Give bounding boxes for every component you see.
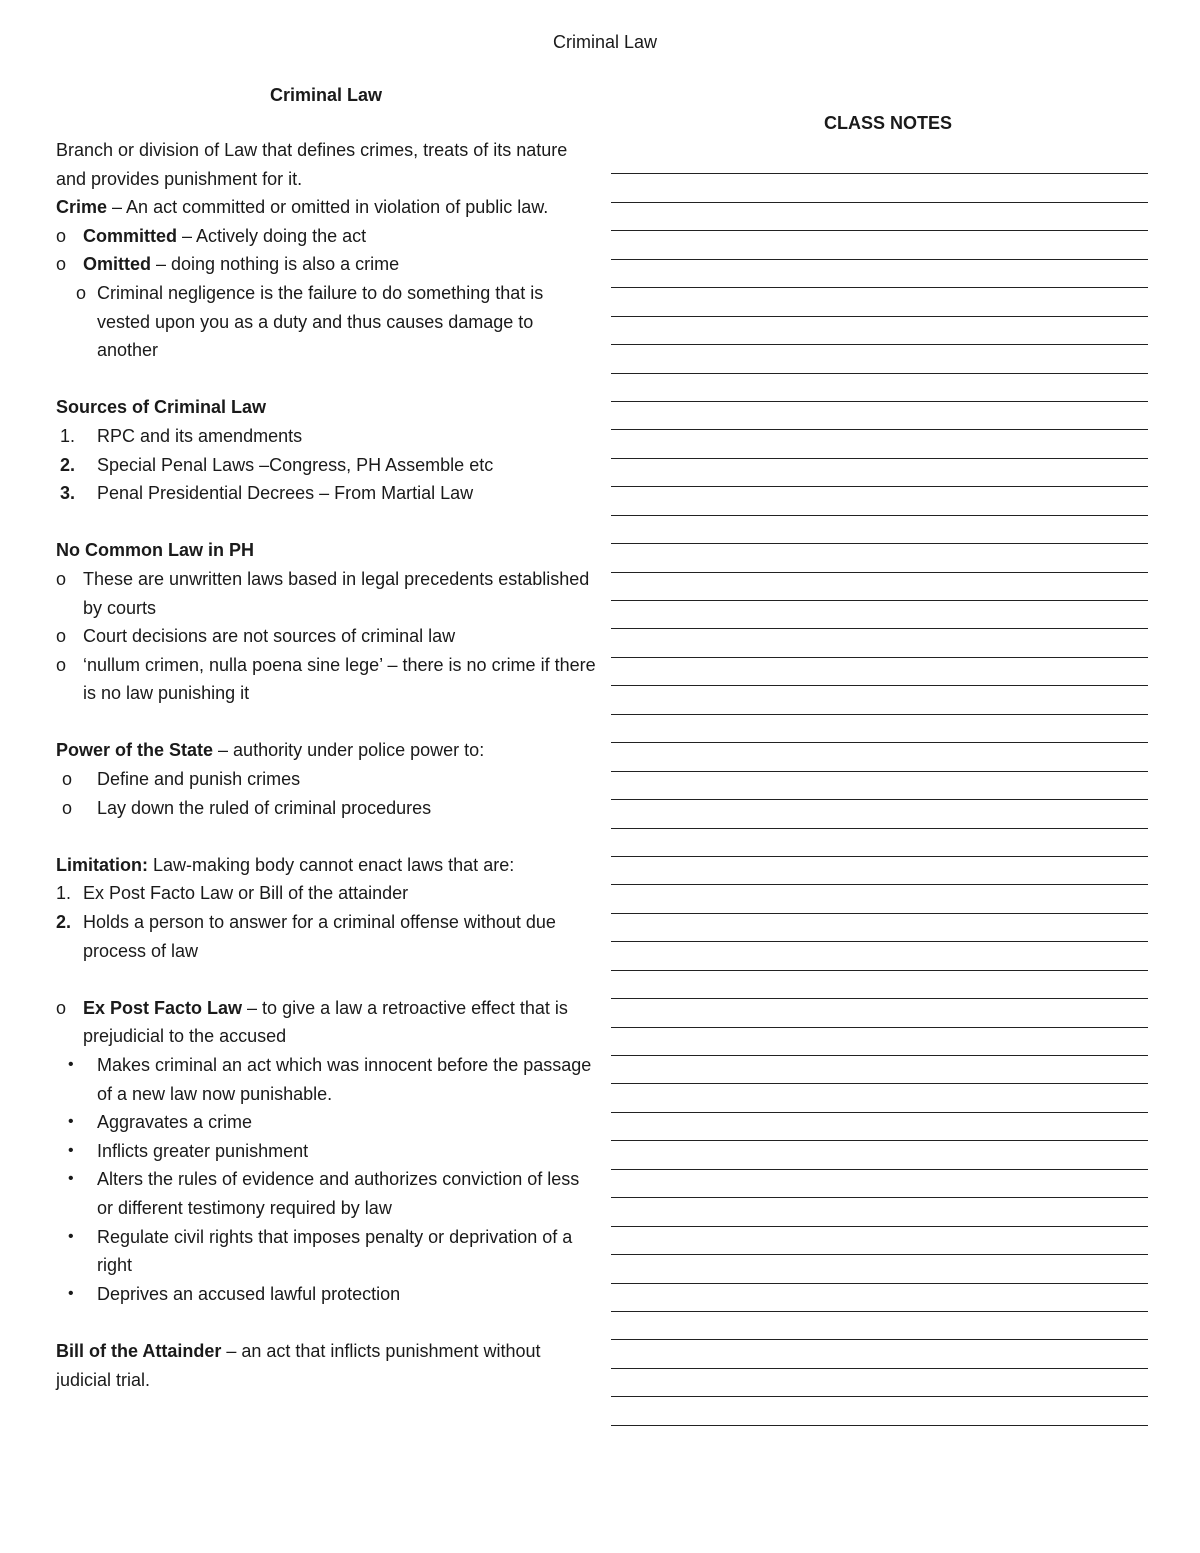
note-line [611, 601, 1148, 629]
law-definition: Branch or division of Law that defines crimes, treats of its nature and provides punishment for it. [56, 140, 568, 189]
note-line [611, 231, 1148, 259]
list-item [56, 565, 596, 622]
bullet-marker: o [76, 282, 87, 303]
class-notes-title: CLASS NOTES [824, 113, 953, 133]
list-item-text: Inflicts greater punishment [97, 1140, 309, 1161]
list-number: 3. [60, 483, 76, 504]
bullet-marker: o [56, 654, 67, 675]
list-item [56, 1108, 596, 1137]
list-item-text: RPC and its amendments [97, 425, 303, 446]
note-line [611, 288, 1148, 316]
bullet-dot: • [68, 1113, 74, 1131]
note-line [611, 1084, 1148, 1112]
list-item-text: Makes criminal an act which was innocent before the passage of a new law now punishable. [97, 1055, 592, 1104]
list-item-negligence [56, 279, 596, 365]
note-line [611, 374, 1148, 402]
list-item-text: Court decisions are not sources of criminal law [83, 626, 456, 647]
bullet-dot: • [68, 1284, 74, 1302]
bullet-marker: o [56, 568, 67, 589]
bullet-marker: o [62, 769, 73, 790]
list-item [56, 451, 596, 480]
bullet-marker: o [56, 997, 67, 1018]
list-item-text: Lay down the ruled of criminal procedures [97, 797, 432, 818]
power-term: Power of the State [56, 740, 214, 761]
crime-definition [56, 193, 596, 222]
note-line [611, 800, 1148, 828]
list-item-text: Define and punish crimes [97, 769, 301, 790]
list-item-text: Holds a person to answer for a criminal offense without due process of law [83, 912, 556, 961]
list-item [56, 622, 596, 651]
note-line [611, 999, 1148, 1027]
omitted-term: Omitted [83, 254, 152, 275]
page-header: Criminal Law [552, 32, 658, 52]
power-def: – authority under police power to: [213, 740, 485, 761]
list-item-text: Penal Presidential Decrees – From Martial Law [97, 483, 474, 504]
sources-heading: Sources of Criminal Law [56, 397, 267, 418]
list-item-text: Deprives an accused lawful protection [97, 1283, 401, 1304]
note-line [611, 1369, 1148, 1397]
limitation-term: Limitation: [56, 854, 148, 875]
list-item-text: Ex Post Facto Law or Bill of the attainder [83, 883, 409, 904]
note-line [611, 1397, 1148, 1425]
bullet-marker: o [56, 254, 67, 275]
list-item-omitted [56, 250, 596, 279]
note-line [611, 1312, 1148, 1340]
note-line [611, 544, 1148, 572]
note-line [611, 260, 1148, 288]
note-line [611, 1284, 1148, 1312]
list-item [56, 1165, 596, 1222]
note-line [611, 430, 1148, 458]
list-item [56, 422, 596, 451]
note-line [611, 1255, 1148, 1283]
limitation-heading [56, 851, 596, 880]
bullet-marker: o [62, 797, 73, 818]
bullet-dot: • [68, 1227, 74, 1245]
list-item-text: These are unwritten laws based in legal precedents established by courts [83, 568, 590, 618]
list-item [56, 1137, 596, 1166]
note-line [611, 317, 1148, 345]
section-title: Criminal Law [270, 85, 383, 105]
note-line [611, 1340, 1148, 1368]
note-line [611, 857, 1148, 885]
list-item [56, 479, 596, 508]
note-line [611, 1170, 1148, 1198]
note-line [611, 345, 1148, 373]
note-line [611, 1028, 1148, 1056]
note-line [611, 629, 1148, 657]
list-item-text: Regulate civil rights that imposes penalty or deprivation of a right [97, 1226, 573, 1276]
note-line [611, 174, 1148, 202]
note-line [611, 942, 1148, 970]
note-line [611, 658, 1148, 686]
power-heading [56, 736, 596, 765]
ex-post-facto-item [56, 994, 596, 1051]
note-line [611, 459, 1148, 487]
list-item [56, 1051, 596, 1108]
note-line [611, 1056, 1148, 1084]
omitted-def: – doing nothing is also a crime [151, 254, 400, 275]
note-line [611, 1227, 1148, 1255]
note-line [611, 829, 1148, 857]
note-line [611, 1113, 1148, 1141]
list-number: 1. [60, 425, 76, 446]
list-number: 2. [60, 454, 76, 475]
list-item [56, 765, 596, 794]
note-line [611, 1198, 1148, 1226]
list-item [56, 794, 596, 823]
notes-content [56, 136, 596, 1394]
list-number: 2. [56, 912, 72, 933]
ex-post-term: Ex Post Facto Law [83, 997, 243, 1018]
list-item-text: Aggravates a crime [97, 1112, 253, 1133]
committed-term: Committed [83, 225, 177, 246]
note-line [611, 146, 1148, 174]
attainder-definition [56, 1337, 596, 1394]
note-line [611, 203, 1148, 231]
attainder-term: Bill of the Attainder [56, 1340, 222, 1361]
committed-def: – Actively doing the act [177, 225, 367, 246]
note-line [611, 715, 1148, 743]
note-line [611, 914, 1148, 942]
list-item [56, 879, 596, 908]
common-law-heading: No Common Law in PH [56, 540, 254, 561]
note-line [611, 516, 1148, 544]
crime-def: – An act committed or omitted in violation of public law. [107, 197, 549, 218]
list-item-text: ‘nullum crimen, nulla poena sine lege’ – there is no crime if there is no law punishing it [83, 654, 596, 704]
note-line [611, 402, 1148, 430]
bullet-marker: o [56, 626, 67, 647]
note-line [611, 971, 1148, 999]
bullet-dot: • [68, 1141, 74, 1159]
attainder-def: – an act that inflicts punishment without judicial trial. [56, 1340, 541, 1390]
crime-term: Crime [56, 197, 108, 218]
ex-post-def: – to give a law a retroactive effect that is prejudicial to the accused [83, 997, 568, 1047]
list-item-text: Special Penal Laws –Congress, PH Assemble etc [97, 454, 494, 475]
bullet-marker: o [56, 225, 67, 246]
note-line [611, 487, 1148, 515]
limitation-def: Law-making body cannot enact laws that are: [148, 854, 515, 875]
note-line [611, 686, 1148, 714]
note-line [611, 772, 1148, 800]
list-number: 1. [56, 883, 72, 904]
list-item [56, 1280, 596, 1309]
note-line [611, 1141, 1148, 1169]
note-line [611, 573, 1148, 601]
note-line [611, 743, 1148, 771]
list-item-text: Alters the rules of evidence and authorizes conviction of less or different testimony required by law [97, 1169, 580, 1218]
list-item [56, 908, 596, 965]
negligence-text: Criminal negligence is the failure to do something that is vested upon you as a duty and thus causes damage to another [97, 282, 544, 361]
class-notes-lines [611, 146, 1148, 1426]
bullet-dot: • [68, 1170, 74, 1188]
list-item-committed [56, 222, 596, 251]
note-line [611, 885, 1148, 913]
bullet-dot: • [68, 1056, 74, 1073]
list-item [56, 651, 596, 708]
list-item [56, 1223, 596, 1280]
